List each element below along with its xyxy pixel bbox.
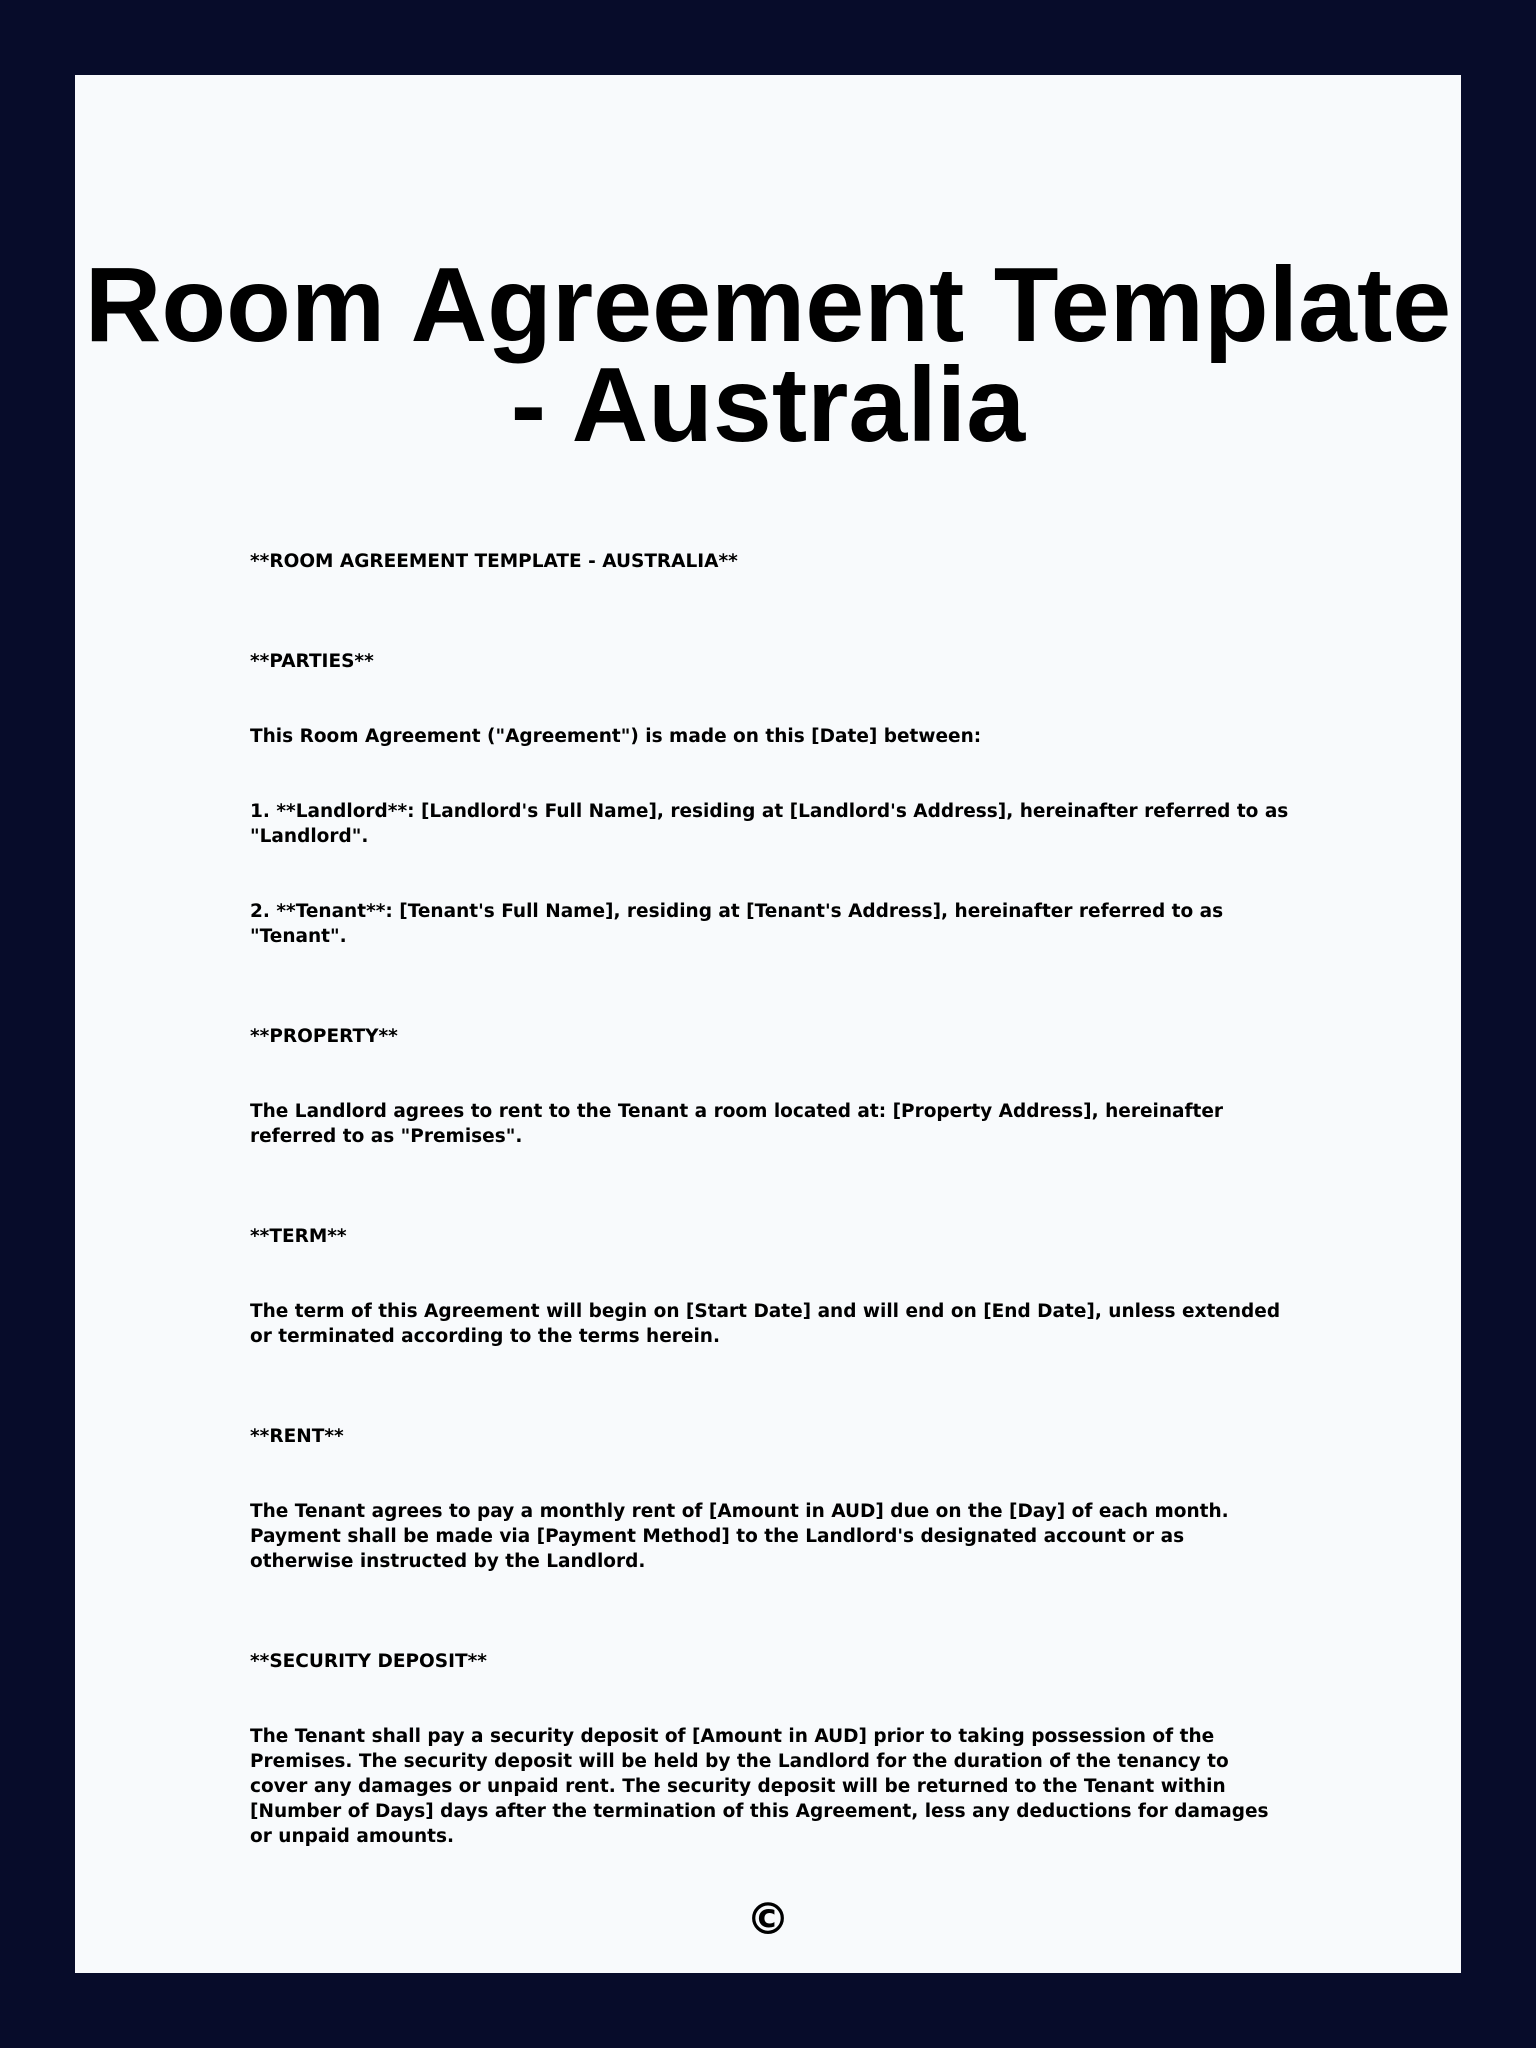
security-deposit-paragraph: The Tenant shall pay a security deposit of [Amount in AUD] prior to taking possession of the Premises. The security deposit will be held by the Landlord for the duration of the tenancy to cover any damages or unpaid rent. The security deposit will be returned to the Tenant within [Number of Days] days after the termination of this Agreement, less any deductions for damages or unpaid amounts. [250, 1726, 1269, 1847]
section-heading-security-deposit: **SECURITY DEPOSIT** [250, 1651, 487, 1672]
term-paragraph: The term of this Agreement will begin on [Start Date] and will end on [End Date], unless extended or terminated according to the terms herein. [250, 1301, 1281, 1347]
landlord-paragraph: 1. **Landlord**: [Landlord's Full Name], residing at [Landlord's Address], hereinafter referred to as "Landlord". [250, 801, 1289, 847]
document-heading: **ROOM AGREEMENT TEMPLATE - AUSTRALIA** [250, 551, 738, 572]
tenant-paragraph: 2. **Tenant**: [Tenant's Full Name], residing at [Tenant's Address], hereinafter referred to as "Tenant". [250, 901, 1224, 947]
section-heading-property: **PROPERTY** [250, 1026, 398, 1047]
section-heading-parties: **PARTIES** [250, 651, 374, 672]
section-heading-rent: **RENT** [250, 1426, 344, 1447]
section-heading-term: **TERM** [250, 1226, 347, 1247]
document-page [75, 75, 1461, 1973]
page-title: Room Agreement Template - Australia [84, 246, 1452, 464]
copyright-icon: © [746, 1894, 790, 1945]
property-paragraph: The Landlord agrees to rent to the Tenant a room located at: [Property Address], hereinafter referred to as "Premises". [250, 1101, 1224, 1147]
parties-intro-paragraph: This Room Agreement ("Agreement") is made on this [Date] between: [250, 726, 982, 747]
document-body [250, 549, 1290, 1899]
rent-paragraph: The Tenant agrees to pay a monthly rent of [Amount in AUD] due on the [Day] of each month. Payment shall be made via [Payment Method] to the Landlord's designated account or as otherwise instructed by the Landlord. [250, 1501, 1229, 1572]
